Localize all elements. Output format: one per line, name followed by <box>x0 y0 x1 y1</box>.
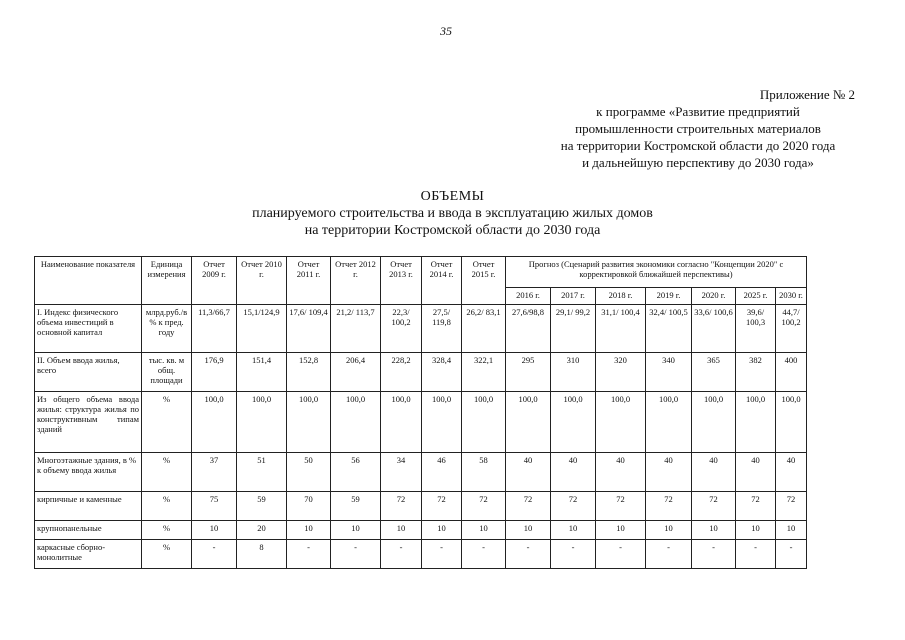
table-row <box>35 353 807 392</box>
row-value: 100,0 <box>736 392 776 453</box>
row-unit: тыс. кв. м общ. площади <box>142 353 192 392</box>
appendix-note <box>533 86 863 171</box>
row-value: 151,4 <box>237 353 287 392</box>
row-value: 29,1/ 99,2 <box>551 305 596 353</box>
header-forecast-year: 2025 г. <box>736 288 776 305</box>
row-value: 27,5/ 119,8 <box>422 305 462 353</box>
row-value: 31,1/ 100,4 <box>596 305 646 353</box>
row-name: каркасные сборно-монолитные <box>35 540 142 569</box>
row-value: - <box>692 540 736 569</box>
table-row <box>35 521 807 540</box>
row-name: крупнопанельные <box>35 521 142 540</box>
row-value: 59 <box>237 492 287 521</box>
row-value: 10 <box>381 521 422 540</box>
row-value: 310 <box>551 353 596 392</box>
row-value: - <box>646 540 692 569</box>
row-unit: % <box>142 453 192 492</box>
row-unit: % <box>142 540 192 569</box>
row-value: 100,0 <box>237 392 287 453</box>
page-number: 35 <box>440 24 452 38</box>
appendix-line: Приложение № 2 <box>759 87 855 102</box>
row-value: 44,7/ 100,2 <box>776 305 807 353</box>
header-forecast-year: 2016 г. <box>506 288 551 305</box>
row-value: - <box>462 540 506 569</box>
row-value: 70 <box>287 492 331 521</box>
row-value: - <box>287 540 331 569</box>
row-value: 8 <box>237 540 287 569</box>
row-value: 322,1 <box>462 353 506 392</box>
appendix-line: к программе «Развитие предприятий <box>596 104 800 119</box>
row-value: 72 <box>381 492 422 521</box>
row-name: Из общего объема ввода жилья: структура жилья по конструктивным типам зданий <box>35 392 142 453</box>
row-value: 176,9 <box>192 353 237 392</box>
row-value: 382 <box>736 353 776 392</box>
row-value: 100,0 <box>192 392 237 453</box>
row-value: - <box>596 540 646 569</box>
title-main: ОБЪЕМЫ <box>420 189 485 204</box>
row-value: 10 <box>646 521 692 540</box>
row-value: 11,3/66,7 <box>192 305 237 353</box>
row-value: 100,0 <box>596 392 646 453</box>
row-value: - <box>381 540 422 569</box>
appendix-line: и дальнейшую перспективу до 2030 года» <box>582 155 814 170</box>
header-forecast: Прогноз (Сценарий развития экономики согласно "Концепции 2020" с корректировкой ближайшей перспективы) <box>506 257 807 288</box>
row-value: 21,2/ 113,7 <box>331 305 381 353</box>
row-value: - <box>736 540 776 569</box>
row-value: 56 <box>331 453 381 492</box>
row-value: 51 <box>237 453 287 492</box>
header-report: Отчет 2010 г. <box>237 257 287 305</box>
row-value: 365 <box>692 353 736 392</box>
header-report: Отчет 2012 г. <box>331 257 381 305</box>
row-value: 27,6/98,8 <box>506 305 551 353</box>
row-value: 72 <box>692 492 736 521</box>
row-value: - <box>551 540 596 569</box>
row-value: 37 <box>192 453 237 492</box>
row-value: 72 <box>646 492 692 521</box>
row-value: 400 <box>776 353 807 392</box>
header-forecast-year: 2030 г. <box>776 288 807 305</box>
row-value: 40 <box>596 453 646 492</box>
row-value: 72 <box>506 492 551 521</box>
table-row <box>35 492 807 521</box>
row-unit: % <box>142 492 192 521</box>
title-line: на территории Костромской области до 2030 года <box>304 223 601 238</box>
row-value: 10 <box>736 521 776 540</box>
row-value: 340 <box>646 353 692 392</box>
row-value: - <box>192 540 237 569</box>
row-value: 10 <box>506 521 551 540</box>
row-value: 40 <box>506 453 551 492</box>
row-value: 100,0 <box>331 392 381 453</box>
row-value: 10 <box>462 521 506 540</box>
title-line: планируемого строительства и ввода в эксплуатацию жилых домов <box>252 206 653 221</box>
row-name: I. Индекс физического объема инвестиций в основной капитал <box>35 305 142 353</box>
header-report: Отчет 2013 г. <box>381 257 422 305</box>
table-row <box>35 453 807 492</box>
header-forecast-year: 2017 г. <box>551 288 596 305</box>
row-value: 228,2 <box>381 353 422 392</box>
row-value: 10 <box>692 521 736 540</box>
table-row <box>35 305 807 353</box>
row-value: 10 <box>192 521 237 540</box>
table-row <box>35 392 807 453</box>
header-report: Отчет 2009 г. <box>192 257 237 305</box>
row-value: 320 <box>596 353 646 392</box>
row-value: 206,4 <box>331 353 381 392</box>
row-unit: млрд.руб./в % к пред. году <box>142 305 192 353</box>
appendix-line: на территории Костромской области до 2020 года <box>560 138 836 153</box>
row-value: 72 <box>551 492 596 521</box>
row-name: кирпичные и каменные <box>35 492 142 521</box>
row-value: 100,0 <box>776 392 807 453</box>
row-value: 58 <box>462 453 506 492</box>
volumes-table <box>34 256 807 569</box>
row-value: 40 <box>736 453 776 492</box>
row-value: 328,4 <box>422 353 462 392</box>
row-value: 40 <box>776 453 807 492</box>
row-value: 59 <box>331 492 381 521</box>
document-title <box>0 188 905 239</box>
row-value: 72 <box>422 492 462 521</box>
row-value: 10 <box>422 521 462 540</box>
row-value: 72 <box>736 492 776 521</box>
header-forecast-year: 2018 г. <box>596 288 646 305</box>
table-row <box>35 540 807 569</box>
row-value: 100,0 <box>646 392 692 453</box>
row-value: 100,0 <box>692 392 736 453</box>
row-value: 50 <box>287 453 331 492</box>
row-value: 100,0 <box>506 392 551 453</box>
row-value: 10 <box>596 521 646 540</box>
row-value: 46 <box>422 453 462 492</box>
row-value: 10 <box>551 521 596 540</box>
row-value: 152,8 <box>287 353 331 392</box>
appendix-line: промышленности строительных материалов <box>575 121 821 136</box>
row-value: 100,0 <box>381 392 422 453</box>
header-forecast-year: 2020 г. <box>692 288 736 305</box>
row-value: 10 <box>331 521 381 540</box>
row-value: 100,0 <box>287 392 331 453</box>
row-value: 75 <box>192 492 237 521</box>
row-value: 10 <box>776 521 807 540</box>
row-value: 72 <box>462 492 506 521</box>
row-name: Многоэтажные здания, в % к объему ввода жилья <box>35 453 142 492</box>
row-value: 40 <box>646 453 692 492</box>
row-unit: % <box>142 392 192 453</box>
row-value: 20 <box>237 521 287 540</box>
header-report: Отчет 2014 г. <box>422 257 462 305</box>
row-value: 295 <box>506 353 551 392</box>
header-forecast-year: 2019 г. <box>646 288 692 305</box>
row-value: 33,6/ 100,6 <box>692 305 736 353</box>
row-value: - <box>776 540 807 569</box>
row-value: 10 <box>287 521 331 540</box>
header-unit: Единица измерения <box>142 257 192 305</box>
row-value: 34 <box>381 453 422 492</box>
row-value: 72 <box>776 492 807 521</box>
row-value: - <box>506 540 551 569</box>
row-value: 100,0 <box>462 392 506 453</box>
row-value: 100,0 <box>422 392 462 453</box>
row-value: 72 <box>596 492 646 521</box>
row-value: - <box>422 540 462 569</box>
row-value: 26,2/ 83,1 <box>462 305 506 353</box>
row-value: 22,3/ 100,2 <box>381 305 422 353</box>
row-value: 39,6/ 100,3 <box>736 305 776 353</box>
row-value: 15,1/124,9 <box>237 305 287 353</box>
row-unit: % <box>142 521 192 540</box>
row-value: 40 <box>692 453 736 492</box>
header-name: Наименование показателя <box>35 257 142 305</box>
row-value: 17,6/ 109,4 <box>287 305 331 353</box>
row-value: - <box>331 540 381 569</box>
row-value: 32,4/ 100,5 <box>646 305 692 353</box>
row-name: II. Объем ввода жилья, всего <box>35 353 142 392</box>
header-report: Отчет 2015 г. <box>462 257 506 305</box>
header-report: Отчет 2011 г. <box>287 257 331 305</box>
row-value: 100,0 <box>551 392 596 453</box>
row-value: 40 <box>551 453 596 492</box>
